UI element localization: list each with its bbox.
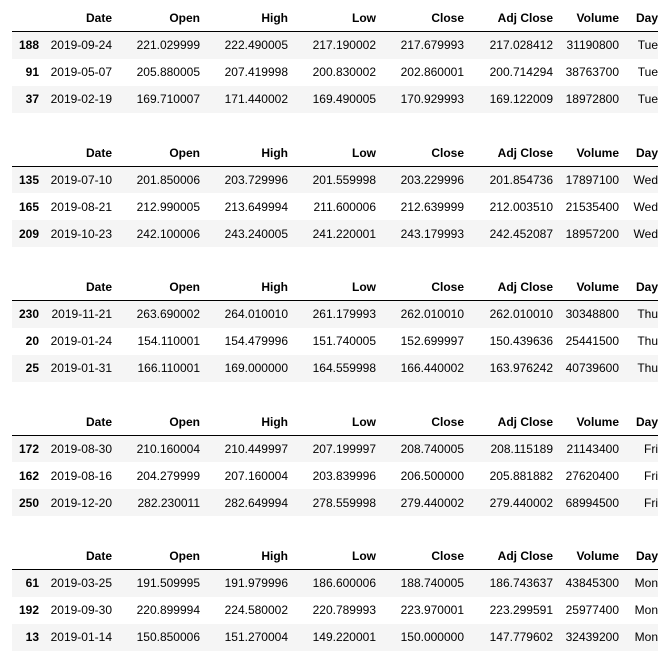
table-row <box>12 489 658 516</box>
column-header-high: High <box>200 543 288 570</box>
row-index: 250 <box>18 495 39 510</box>
cell-close: 212.639999 <box>400 199 464 214</box>
table-row <box>12 193 658 220</box>
column-header-high: High <box>200 140 288 167</box>
cell-day: Fri <box>644 468 658 483</box>
table-row <box>12 301 658 328</box>
table-row <box>12 166 658 193</box>
cell-date: 2019-08-30 <box>50 441 112 456</box>
cell-open: 220.899994 <box>136 603 200 617</box>
header-row <box>12 543 658 570</box>
cell-open: 154.110001 <box>137 334 200 348</box>
cell-high: 191.979996 <box>224 576 288 591</box>
cell-adj-close: 212.003510 <box>489 199 553 214</box>
cell-adj-close: 150.439636 <box>489 334 553 348</box>
cell-close: 208.740005 <box>400 441 464 456</box>
index-header <box>12 543 39 570</box>
column-header-open: Open <box>112 5 200 32</box>
cell-low: 186.600006 <box>312 576 376 591</box>
cell-day: Fri <box>644 441 658 456</box>
table-row <box>12 462 658 489</box>
cell-adj-close: 200.714294 <box>489 65 553 79</box>
dataframe-table-mon <box>12 543 658 651</box>
cell-close: 217.679993 <box>400 38 464 53</box>
cell-low: 200.830002 <box>312 65 376 79</box>
column-header-low: Low <box>288 274 376 301</box>
table-row <box>12 32 658 59</box>
cell-low: 261.179993 <box>312 307 376 322</box>
cell-volume: 25441500 <box>565 334 619 348</box>
row-index: 25 <box>25 361 39 375</box>
cell-date: 2019-05-07 <box>50 65 112 79</box>
cell-high: 213.649994 <box>224 199 288 214</box>
dataframe-table-thu <box>12 274 658 382</box>
cell-volume: 43845300 <box>565 576 619 591</box>
cell-date: 2019-01-24 <box>50 334 112 348</box>
cell-date: 2019-10-23 <box>50 226 112 241</box>
cell-day: Mon <box>634 576 658 591</box>
column-header-day: Day <box>619 5 658 32</box>
column-header-close: Close <box>376 409 464 436</box>
cell-adj-close: 217.028412 <box>489 38 553 53</box>
cell-open: 201.850006 <box>136 172 200 187</box>
cell-high: 224.580002 <box>224 603 288 617</box>
cell-volume: 32439200 <box>565 630 619 644</box>
cell-volume: 38763700 <box>565 65 619 79</box>
table-row <box>12 355 658 382</box>
cell-close: 202.860001 <box>400 65 464 79</box>
cell-day: Thu <box>637 334 658 348</box>
column-header-adj-close: Adj Close <box>464 274 553 301</box>
cell-adj-close: 205.881882 <box>489 468 553 483</box>
cell-low: 211.600006 <box>313 199 376 214</box>
dataframe-table-tue <box>12 5 658 113</box>
column-header-volume: Volume <box>553 5 619 32</box>
row-index: 61 <box>25 576 39 591</box>
cell-date: 2019-08-21 <box>50 199 112 214</box>
column-header-adj-close: Adj Close <box>464 543 553 570</box>
cell-volume: 27620400 <box>565 468 619 483</box>
column-header-day: Day <box>619 543 658 570</box>
cell-volume: 30348800 <box>565 307 619 322</box>
cell-volume: 25977400 <box>565 603 619 617</box>
cell-day: Tue <box>637 65 658 79</box>
cell-open: 263.690002 <box>136 307 200 322</box>
column-header-volume: Volume <box>553 543 619 570</box>
cell-open: 210.160004 <box>136 441 200 456</box>
cell-close: 203.229996 <box>400 172 464 187</box>
column-header-date: Date <box>39 409 112 436</box>
cell-close: 206.500000 <box>400 468 464 483</box>
row-index: 13 <box>25 630 39 644</box>
column-header-low: Low <box>288 409 376 436</box>
cell-high: 264.010010 <box>224 307 288 322</box>
cell-day: Wed <box>633 172 658 187</box>
cell-date: 2019-07-10 <box>50 172 112 187</box>
cell-adj-close: 163.976242 <box>489 361 553 375</box>
cell-high: 151.270004 <box>224 630 288 644</box>
row-index: 162 <box>18 468 39 483</box>
cell-day: Mon <box>634 603 658 617</box>
cell-day: Thu <box>637 361 658 375</box>
table-row <box>12 220 658 247</box>
row-index: 135 <box>18 172 39 187</box>
cell-volume: 40739600 <box>565 361 619 375</box>
cell-low: 217.190002 <box>312 38 376 53</box>
cell-high: 203.729996 <box>224 172 288 187</box>
table-row <box>12 86 658 113</box>
cell-adj-close: 201.854736 <box>489 172 553 187</box>
cell-volume: 21535400 <box>565 199 619 214</box>
cell-high: 171.440002 <box>224 92 288 106</box>
cell-date: 2019-12-20 <box>50 495 112 510</box>
cell-day: Tue <box>637 92 658 106</box>
column-header-low: Low <box>288 140 376 167</box>
table-row <box>12 328 658 355</box>
cell-low: 164.559998 <box>312 361 376 375</box>
column-header-open: Open <box>112 274 200 301</box>
cell-adj-close: 186.743637 <box>489 576 553 591</box>
cell-close: 170.929993 <box>400 92 464 106</box>
cell-close: 152.699997 <box>400 334 464 348</box>
column-header-day: Day <box>619 140 658 167</box>
header-row <box>12 274 658 301</box>
cell-close: 262.010010 <box>400 307 464 322</box>
dataframe-table-fri <box>12 409 658 517</box>
cell-day: Tue <box>637 38 658 53</box>
cell-close: 188.740005 <box>400 576 464 591</box>
row-index: 172 <box>18 441 39 456</box>
row-index: 209 <box>18 226 39 241</box>
cell-date: 2019-01-14 <box>50 630 112 644</box>
column-header-high: High <box>200 409 288 436</box>
index-header <box>12 5 39 32</box>
column-header-high: High <box>200 5 288 32</box>
column-header-close: Close <box>376 543 464 570</box>
column-header-close: Close <box>376 5 464 32</box>
row-index: 165 <box>18 199 39 214</box>
cell-open: 166.110001 <box>137 361 200 375</box>
cell-adj-close: 279.440002 <box>489 495 553 510</box>
cell-high: 222.490005 <box>224 38 288 53</box>
header-row <box>12 5 658 32</box>
cell-low: 169.490005 <box>312 92 376 106</box>
cell-high: 210.449997 <box>224 441 288 456</box>
cell-high: 207.160004 <box>224 468 288 483</box>
cell-adj-close: 208.115189 <box>490 441 553 456</box>
row-index: 230 <box>18 307 39 322</box>
cell-open: 204.279999 <box>136 468 200 483</box>
cell-low: 241.220001 <box>312 226 376 241</box>
cell-date: 2019-09-24 <box>50 38 112 53</box>
cell-date: 2019-09-30 <box>50 603 112 617</box>
cell-adj-close: 242.452087 <box>489 226 553 241</box>
column-header-adj-close: Adj Close <box>464 140 553 167</box>
header-row <box>12 409 658 436</box>
cell-volume: 17897100 <box>565 172 619 187</box>
cell-volume: 18957200 <box>565 226 619 241</box>
dataframe-table-wed <box>12 140 658 248</box>
cell-open: 242.100006 <box>136 226 200 241</box>
cell-open: 282.230011 <box>137 495 200 510</box>
cell-open: 205.880005 <box>136 65 200 79</box>
cell-adj-close: 147.779602 <box>489 630 553 644</box>
cell-adj-close: 223.299591 <box>489 603 553 617</box>
column-header-day: Day <box>619 409 658 436</box>
cell-close: 243.179993 <box>400 226 464 241</box>
cell-low: 151.740005 <box>312 334 376 348</box>
table-row <box>12 597 658 624</box>
column-header-open: Open <box>112 543 200 570</box>
table-row <box>12 435 658 462</box>
cell-day: Wed <box>633 199 658 214</box>
index-header <box>12 140 39 167</box>
cell-day: Wed <box>633 226 658 241</box>
cell-low: 201.559998 <box>312 172 376 187</box>
index-header <box>12 409 39 436</box>
row-index: 188 <box>18 38 39 53</box>
cell-open: 150.850006 <box>136 630 200 644</box>
column-header-low: Low <box>288 5 376 32</box>
row-index: 20 <box>25 334 39 348</box>
cell-low: 278.559998 <box>312 495 376 510</box>
header-row <box>12 140 658 167</box>
cell-date: 2019-11-21 <box>51 307 112 322</box>
column-header-volume: Volume <box>553 140 619 167</box>
cell-date: 2019-01-31 <box>50 361 112 375</box>
cell-volume: 68994500 <box>565 495 619 510</box>
cell-close: 166.440002 <box>400 361 464 375</box>
cell-low: 149.220001 <box>312 630 376 644</box>
column-header-date: Date <box>39 543 112 570</box>
cell-day: Fri <box>644 495 658 510</box>
cell-high: 154.479996 <box>224 334 288 348</box>
cell-high: 282.649994 <box>224 495 288 510</box>
cell-high: 169.000000 <box>224 361 288 375</box>
column-header-day: Day <box>619 274 658 301</box>
column-header-adj-close: Adj Close <box>464 409 553 436</box>
index-header <box>12 274 39 301</box>
row-index: 37 <box>25 92 39 106</box>
cell-day: Thu <box>637 307 658 322</box>
cell-high: 207.419998 <box>224 65 288 79</box>
cell-date: 2019-02-19 <box>50 92 112 106</box>
cell-volume: 18972800 <box>565 92 619 106</box>
cell-volume: 31190800 <box>566 38 619 53</box>
column-header-open: Open <box>112 140 200 167</box>
cell-day: Mon <box>634 630 658 644</box>
table-row <box>12 59 658 86</box>
cell-adj-close: 262.010010 <box>489 307 553 322</box>
cell-open: 169.710007 <box>136 92 200 106</box>
row-index: 91 <box>25 65 39 79</box>
cell-low: 207.199997 <box>312 441 376 456</box>
cell-date: 2019-08-16 <box>50 468 112 483</box>
column-header-adj-close: Adj Close <box>464 5 553 32</box>
column-header-close: Close <box>376 274 464 301</box>
cell-open: 221.029999 <box>136 38 200 53</box>
cell-volume: 21143400 <box>566 441 619 456</box>
column-header-high: High <box>200 274 288 301</box>
cell-open: 212.990005 <box>136 199 200 214</box>
cell-low: 220.789993 <box>312 603 376 617</box>
column-header-open: Open <box>112 409 200 436</box>
cell-close: 279.440002 <box>400 495 464 510</box>
column-header-date: Date <box>39 140 112 167</box>
column-header-date: Date <box>39 274 112 301</box>
column-header-close: Close <box>376 140 464 167</box>
cell-close: 150.000000 <box>400 630 464 644</box>
cell-date: 2019-03-25 <box>50 576 112 591</box>
cell-high: 243.240005 <box>224 226 288 241</box>
cell-low: 203.839996 <box>312 468 376 483</box>
column-header-date: Date <box>39 5 112 32</box>
cell-open: 191.509995 <box>136 576 200 591</box>
cell-close: 223.970001 <box>400 603 464 617</box>
row-index: 192 <box>18 603 39 617</box>
table-row <box>12 624 658 651</box>
column-header-volume: Volume <box>553 274 619 301</box>
column-header-low: Low <box>288 543 376 570</box>
table-row <box>12 570 658 597</box>
cell-adj-close: 169.122009 <box>489 92 553 106</box>
column-header-volume: Volume <box>553 409 619 436</box>
